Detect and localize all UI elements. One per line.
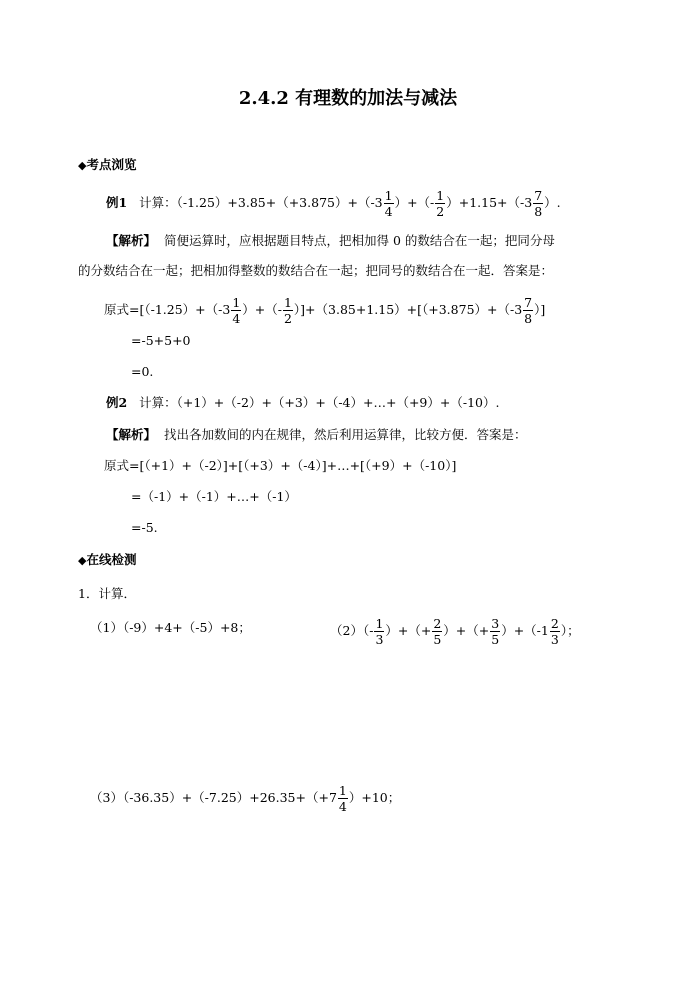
diamond-icon: ◆ (78, 159, 87, 172)
formula-text: 原式=[（-1.25）+（-3 (104, 302, 231, 317)
solution-1-step-1: =-5+5+0 (131, 333, 191, 348)
solution-text: 找出各加数间的内在规律，然后利用运算律，比较方便．答案是： (163, 427, 527, 442)
example-text: ）+1.15+（-3 (446, 195, 533, 210)
fraction: $\frac{1}{4}$ (338, 783, 347, 814)
question-1-label: 1．计算． (78, 586, 136, 601)
solution-1-line-2: 的分数结合在一起；把相加得整数的数结合在一起；把同号的数结合在一起．答案是： (78, 263, 554, 278)
solution-2-step-2: =-5. (131, 520, 158, 535)
solution-label: 【解析】 (106, 233, 157, 248)
formula-text: （2）（- (330, 623, 374, 638)
page-title: 2.4.2 有理数的加法与减法 (238, 88, 458, 109)
solution-1-original (104, 295, 545, 326)
solution-text: 简便运算时，应根据题目特点，把相加得 0 的数结合在一起；把同分母 (163, 233, 555, 248)
example-text: 计算：（-1.25）+3.85+（+3.875）+（-3 (139, 195, 383, 210)
formula-text: ）； (560, 623, 580, 638)
example-text: ）+（- (394, 195, 435, 210)
section-heading-online-test (78, 550, 136, 571)
solution-1-step-2: =0. (131, 364, 154, 379)
solution-1-line-1 (106, 231, 555, 251)
fraction: $\frac{1}{3}$ (375, 616, 384, 647)
formula-text: ）+（-1 (501, 623, 549, 638)
solution-2-step-1: =（-1）+（-1）+…+（-1） (131, 489, 297, 504)
example-1 (106, 188, 561, 219)
fraction: $\frac{2}{5}$ (433, 616, 442, 647)
formula-text: ）+（+ (443, 623, 490, 638)
example-text: ）. (544, 195, 561, 210)
formula-text: ）+10； (348, 790, 401, 805)
fraction: $\frac{3}{5}$ (491, 616, 500, 647)
question-1-part-1: （1）（-9）+4+（-5）+8； (90, 620, 251, 635)
example-text: 计算：（+1）+（-2）+（+3）+（-4）+…+（+9）+（-10）. (139, 395, 500, 410)
example-label: 例2 (106, 395, 128, 410)
formula-text: ）+（- (242, 302, 282, 317)
formula-text: ）+（+ (385, 623, 432, 638)
fraction: $\frac{1}{2}$ (283, 295, 292, 326)
formula-text: ）]+（3.85+1.15）+[（+3.875）+（-3 (293, 302, 523, 317)
formula-text: （3）（-36.35）+（-7.25）+26.35+（+7 (90, 790, 337, 805)
section-heading-text: 在线检测 (86, 552, 137, 567)
solution-2-line-1 (106, 425, 526, 445)
fraction: $\frac{7}{8}$ (534, 188, 543, 219)
fraction: $\frac{1}{2}$ (436, 188, 445, 219)
question-1-part-3 (90, 783, 400, 814)
example-2 (106, 393, 499, 413)
diamond-icon: ◆ (78, 554, 87, 567)
fraction: $\frac{2}{3}$ (550, 616, 559, 647)
solution-label: 【解析】 (106, 427, 157, 442)
fraction: $\frac{7}{8}$ (524, 295, 533, 326)
solution-2-original: 原式=[（+1）+（-2）]+[（+3）+（-4）]+…+[（+9）+（-10）] (104, 458, 457, 473)
formula-text: ）] (534, 302, 546, 317)
section-heading-text: 考点浏览 (86, 157, 137, 172)
example-label: 例1 (106, 195, 128, 210)
question-1-part-2 (330, 616, 580, 647)
fraction: $\frac{1}{4}$ (384, 188, 393, 219)
section-heading-overview (78, 155, 136, 176)
fraction: $\frac{1}{4}$ (232, 295, 241, 326)
